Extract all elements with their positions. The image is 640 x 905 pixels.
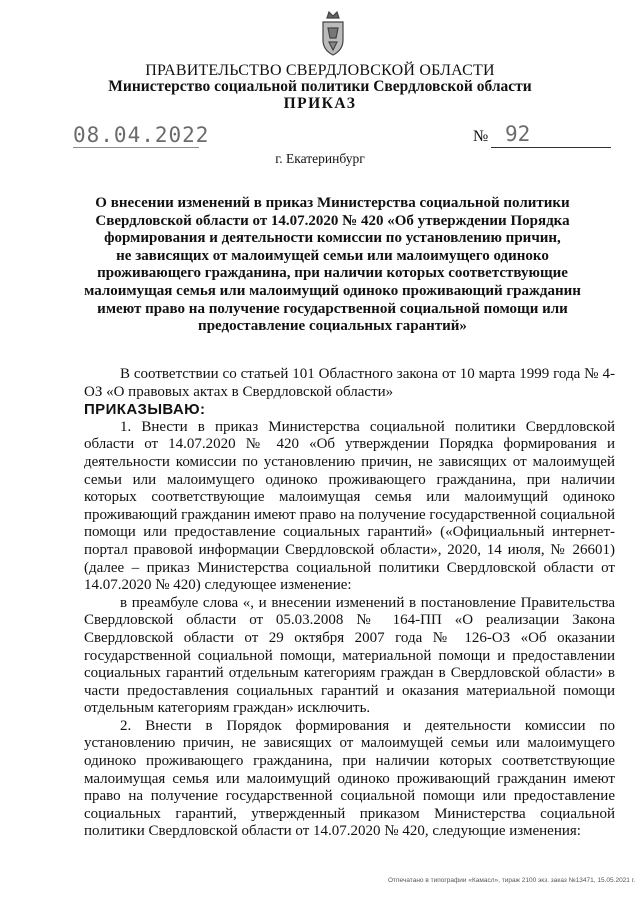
title-line: проживающего гражданина, при наличии которых соответствующие: [97, 265, 568, 282]
document-type-heading: ПРИКАЗ: [283, 95, 357, 112]
title-line: не зависящих от малоимущей семьи или малоимущего одиноко: [116, 247, 549, 264]
document-body: [84, 366, 615, 841]
government-heading: ПРАВИТЕЛЬСТВО СВЕРДЛОВСКОЙ ОБЛАСТИ: [145, 62, 495, 79]
print-footer: Отпечатано в типографии «Камасл», тираж 2100 экз. заказ №13471, 15.05.2021 г.: [388, 877, 636, 884]
number-label: №: [473, 128, 489, 145]
title-line: малоимущая семья или малоимущий одиноко проживающий гражданин: [84, 282, 581, 299]
handwritten-number: 92: [505, 122, 531, 146]
number-underline: [491, 147, 611, 148]
order-word: ПРИКАЗЫВАЮ:: [84, 401, 206, 419]
date-underline: [73, 147, 199, 148]
handwritten-date: 08.04.2022: [73, 123, 210, 147]
paragraph-item-2: 2. Внести в Порядок формирования и деятельности комиссии по установлению причин, не зависящих от малоимущей семьи или малоимущего одиноко проживающего гражданина, при наличии которых соответствующие малоимущая семья или малоимущий одиноко проживающий гражданин имеют право на получение государственной социальной помощи или предоставление социальных гарантий, утвержденный приказом Министерства социальной политики Свердловской области от 14.07.2020 № 420, следующие изменения:: [84, 717, 615, 840]
paragraph-preamble-change: в преамбуле слова «, и внесении изменений в постановление Правительства Свердловской области от 05.03.2008 № 164-ПП «О реализации Закона Свердловской области от 29 октября 2007 года № 126-ОЗ «Об оказании государственной социальной помощи, материальной помощи и предоставлении социальных гарантий отдельным категориям граждан в Свердловской области» в части предоставления социальных гарантий и оказания материальной помощи отдельным категориям граждан» исключить.: [84, 594, 615, 717]
preamble-paragraph: В соответствии со статьей 101 Областного закона от 10 марта 1999 года № 4-ОЗ «О правовых актах в Свердловской области»: [84, 366, 615, 400]
title-line: О внесении изменений в приказ Министерства социальной политики: [95, 195, 570, 211]
coat-of-arms-emblem: [319, 8, 347, 58]
title-line: формирования и деятельности комиссии по установлению причин,: [104, 230, 561, 247]
city-line: г. Екатеринбург: [275, 151, 365, 166]
title-line: имеют право на получение государственной социальной помощи или: [97, 300, 568, 317]
ministry-heading: Министерство социальной политики Свердловской области: [108, 78, 532, 95]
title-line: Свердловской области от 14.07.2020 № 420 «Об утверждении Порядка: [95, 212, 570, 229]
document-title: [60, 195, 605, 336]
paragraph-item-1: 1. Внести в приказ Министерства социальной политики Свердловской области от 14.07.2020 № 420 «Об утверждении Порядка формирования и деятельности комиссии по установлению причин, не зависящих от малоимущей семьи или малоимущего одиноко проживающего гражданина, при наличии которых соответствующие малоимущая семья или малоимущий одиноко проживающий гражданин имеют право на получение государственной социальной помощи или предоставление социальных гарантий» («Официальный интернет-портал правовой информации Свердловской области», 2020, 14 июля, № 26601) (далее – приказ Министерства социальной политики Свердловской области от 14.07.2020 № 420) следующее изменение:: [84, 418, 615, 594]
title-line: предоставление социальных гарантий»: [198, 318, 467, 335]
